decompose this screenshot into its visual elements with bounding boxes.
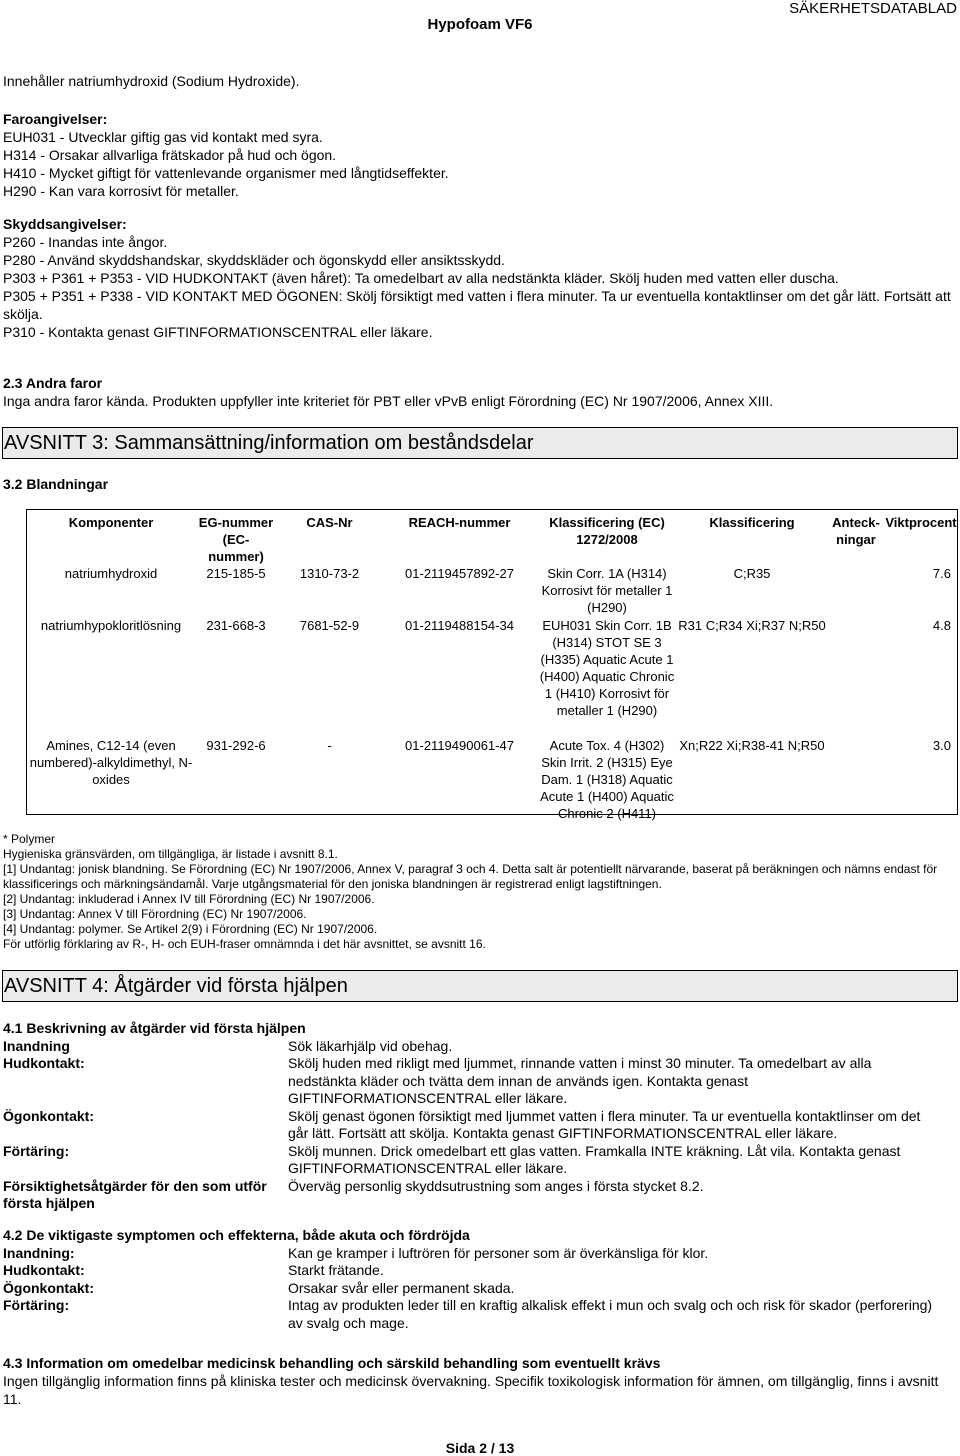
note-line: För utförlig förklaring av R-, H- och EUH-fraser omnämnda i det här avsnittet, se avsnitt 16. xyxy=(3,937,486,951)
first-aid-text: Sök läkarhjälp vid obehag. xyxy=(288,1037,453,1054)
col-header-notes: Anteck-ningar xyxy=(832,515,880,547)
cell-class-clp: Acute Tox. 4 (H302) Skin Irrit. 2 (H315) Eye Dam. 1 (H318) Aquatic Acute 1 (H400) Aquatic Chronic 2 (H411) xyxy=(540,738,674,821)
precaution-line: P260 - Inandas inte ångor. xyxy=(3,234,168,250)
first-aid-label: Försiktighetsåtgärder för den som utför första hjälpen xyxy=(3,1177,267,1211)
hazard-line: EUH031 - Utvecklar giftig gas vid kontakt med syra. xyxy=(3,129,323,145)
symptom-row xyxy=(3,1245,957,1263)
cell-component: natriumhypokloritlösning xyxy=(40,618,182,633)
first-aid-row xyxy=(3,1178,957,1213)
symptom-label: Ögonkontakt: xyxy=(3,1279,94,1296)
first-aid-row xyxy=(3,1143,957,1178)
col-header-eg: EG-nummer (EC-nummer) xyxy=(198,515,274,564)
cell-notes xyxy=(827,565,885,617)
other-hazards-heading: 2.3 Andra faror xyxy=(3,375,103,391)
note-line: [3] Undantag: Annex V till Förordning (EC) Nr 1907/2006. xyxy=(3,907,307,921)
cell-class-clp: Skin Corr. 1A (H314) Korrosivt för metaller 1 (H290) xyxy=(541,566,673,615)
symptom-row xyxy=(3,1280,957,1298)
symptom-label: Förtäring: xyxy=(3,1297,70,1313)
first-aid-row xyxy=(3,1108,957,1143)
mixtures-heading: 3.2 Blandningar xyxy=(3,476,109,492)
cell-class-old: R31 C;R34 Xi;R37 N;R50 xyxy=(678,618,826,633)
col-header-class-old: Klassificering xyxy=(709,515,795,530)
table-row xyxy=(27,737,957,827)
cell-component: Amines, C12-14 (even numbered)-alkyldimethyl, N-oxides xyxy=(29,738,193,787)
other-hazards xyxy=(3,374,957,410)
subsection-4-1-heading: 4.1 Beskrivning av åtgärder vid första hjälpen xyxy=(3,1020,306,1036)
composition-notes xyxy=(3,832,957,952)
product-name: Hypofoam VF6 xyxy=(427,16,533,33)
symptom-row xyxy=(3,1297,957,1332)
subsection-4-3-heading: 4.3 Information om omedelbar medicinsk behandling och särskild behandling som eventuellt krävs xyxy=(3,1355,661,1371)
symptom-row xyxy=(3,1262,957,1280)
first-aid-label: Förtäring: xyxy=(3,1142,70,1159)
note-line: [1] Undantag: jonisk blandning. Se Förordning (EC) Nr 1907/2006, Annex V, paragraf 3 och 4. Detta salt är potentiellt närvarande, baserat på beräkningen och nämns endast för klassificerings och märkningsändamål. Varje utgångsmaterial för den joniska blandningen är registrerad enligt lagstiftningen. xyxy=(3,862,938,891)
precaution-line: P310 - Kontakta genast GIFTINFORMATIONSCENTRAL eller läkare. xyxy=(3,324,433,340)
col-header-component: Komponenter xyxy=(68,515,154,530)
first-aid-row xyxy=(3,1038,957,1056)
precaution-line: P305 + P351 + P338 - VID KONTAKT MED ÖGONEN: Skölj försiktigt med vatten i flera minuter. Ta ur eventuella kontaktlinser om det går lätt. Fortsätt att skölja. xyxy=(3,288,951,322)
first-aid-text: Skölj huden med rikligt med ljummet, rinnande vatten i minst 30 minuter. Ta omedelbart av alla nedstänkta kläder och tvätta dem innan de används igen. Kontakta genast GIFTINFORMATIONSCENTRAL eller läkare. xyxy=(288,1055,872,1106)
cell-reach: 01-2119490061-47 xyxy=(405,738,514,753)
cell-notes xyxy=(827,737,885,827)
subsection-4-3-text: Ingen tillgänglig information finns på kliniska tester och medicinsk övervakning. Specifik toxikologisk information för ämnen, om tillgänglig, finns i avsnitt 11. xyxy=(3,1373,939,1407)
symptom-text: Orsakar svår eller permanent skada. xyxy=(288,1279,515,1296)
medical-treatment xyxy=(3,1354,957,1408)
cell-weight: 3.0 xyxy=(932,738,951,753)
hazard-heading: Faroangivelser: xyxy=(3,111,108,127)
composition-table-box xyxy=(26,509,958,821)
intro-text: Innehåller natriumhydroxid (Sodium Hydroxide). xyxy=(3,73,300,89)
cell-class-old: C;R35 xyxy=(733,566,771,581)
cell-eg: 215-185-5 xyxy=(206,566,266,581)
cell-cas: 7681-52-9 xyxy=(299,618,360,633)
precaution-heading: Skyddsangivelser: xyxy=(3,216,127,232)
col-header-reach: REACH-nummer xyxy=(408,515,511,530)
col-header-class-clp: Klassificering (EC) 1272/2008 xyxy=(549,515,665,547)
note-line: [4] Undantag: polymer. Se Artikel 2(9) i Förordning (EC) Nr 1907/2006. xyxy=(3,922,378,936)
note-line: [2] Undantag: inkluderad i Annex IV till Förordning (EC) Nr 1907/2006. xyxy=(3,892,375,906)
precaution-line: P303 + P361 + P353 - VID HUDKONTAKT (även håret): Ta omedelbart av alla nedstänkta kläder. Skölj huden med vatten eller duscha. xyxy=(3,270,839,286)
symptom-text: Intag av produkten leder till en kraftig alkalisk effekt i mun och svalg och och risk för skador (perforering) av svalg och mage. xyxy=(288,1297,933,1331)
first-aid-label: Hudkontakt: xyxy=(3,1055,85,1071)
first-aid-text: Skölj genast ögonen försiktigt med ljummet vatten i flera minuter. Ta ur eventuella kontaktlinser om det går lätt. Fortsätt att skölja. Kontakta genast GIFTINFORMATIONSCENTRAL eller läkare. xyxy=(288,1107,921,1141)
first-aid-row xyxy=(3,1055,957,1108)
cell-reach: 01-2119488154-34 xyxy=(405,618,514,633)
cell-class-old: Xn;R22 Xi;R38-41 N;R50 xyxy=(679,738,825,753)
cell-reach: 01-2119457892-27 xyxy=(405,566,514,581)
hazard-line: H410 - Mycket giftigt för vattenlevande organismer med långtidseffekter. xyxy=(3,165,449,181)
col-header-cas: CAS-Nr xyxy=(306,515,353,530)
document-type: SÄKERHETSDATABLAD xyxy=(789,0,957,17)
table-row xyxy=(27,617,957,737)
hazard-statements xyxy=(3,110,957,200)
cell-weight: 7.6 xyxy=(932,566,951,581)
first-aid-label: Ögonkontakt: xyxy=(3,1107,94,1124)
other-hazards-text: Inga andra faror kända. Produkten uppfyller inte kriteriet för PBT eller vPvB enligt Förordning (EC) Nr 1907/2006, Annex XIII. xyxy=(3,393,774,409)
precaution-line: P280 - Använd skyddshandskar, skyddskläder och ögonskydd eller ansiktsskydd. xyxy=(3,252,505,268)
section-3-title: AVSNITT 3: Sammansättning/information om beståndsdelar xyxy=(2,427,958,459)
first-aid-measures xyxy=(3,1020,957,1213)
symptom-label: Hudkontakt: xyxy=(3,1262,85,1278)
table-header-row xyxy=(27,510,957,565)
note-line: Hygieniska gränsvärden, om tillgängliga, är listade i avsnitt 8.1. xyxy=(3,847,338,861)
cell-cas: 1310-73-2 xyxy=(299,566,360,581)
cell-class-clp: EUH031 Skin Corr. 1B (H314) STOT SE 3 (H335) Aquatic Acute 1 (H400) Aquatic Chronic 1 (H410) Korrosivt för metaller 1 (H290) xyxy=(539,618,675,718)
first-aid-label: Inandning xyxy=(3,1037,70,1054)
hazard-line: H290 - Kan vara korrosivt för metaller. xyxy=(3,183,239,199)
section-4-title: AVSNITT 4: Åtgärder vid första hjälpen xyxy=(2,970,958,1002)
cell-weight: 4.8 xyxy=(932,618,951,633)
first-aid-text: Överväg personlig skyddsutrustning som anges i första stycket 8.2. xyxy=(288,1177,704,1194)
composition-table xyxy=(27,510,957,827)
symptom-label: Inandning: xyxy=(3,1244,75,1261)
note-line: * Polymer xyxy=(3,832,56,846)
col-header-weight: Viktprocent xyxy=(885,515,957,530)
cell-notes xyxy=(827,617,885,737)
table-row xyxy=(27,565,957,617)
cell-component: natriumhydroxid xyxy=(64,566,158,581)
precautionary-statements xyxy=(3,215,957,341)
page-number: Sida 2 / 13 xyxy=(445,1440,515,1456)
symptom-text: Kan ge kramper i luftrören för personer som är överkänsliga för klor. xyxy=(288,1244,709,1261)
cell-cas: - xyxy=(327,738,332,753)
cell-eg: 931-292-6 xyxy=(206,738,266,753)
first-aid-text: Skölj munnen. Drick omedelbart ett glas vatten. Framkalla INTE kräkning. Låt vila. Kontakta genast GIFTINFORMATIONSCENTRAL eller läkare. xyxy=(288,1142,901,1176)
cell-eg: 231-668-3 xyxy=(206,618,266,633)
symptom-text: Starkt frätande. xyxy=(288,1262,384,1278)
symptoms-effects xyxy=(3,1227,957,1332)
subsection-4-2-heading: 4.2 De viktigaste symptomen och effekterna, både akuta och fördröjda xyxy=(3,1227,470,1243)
hazard-line: H314 - Orsakar allvarliga frätskador på hud och ögon. xyxy=(3,147,337,163)
